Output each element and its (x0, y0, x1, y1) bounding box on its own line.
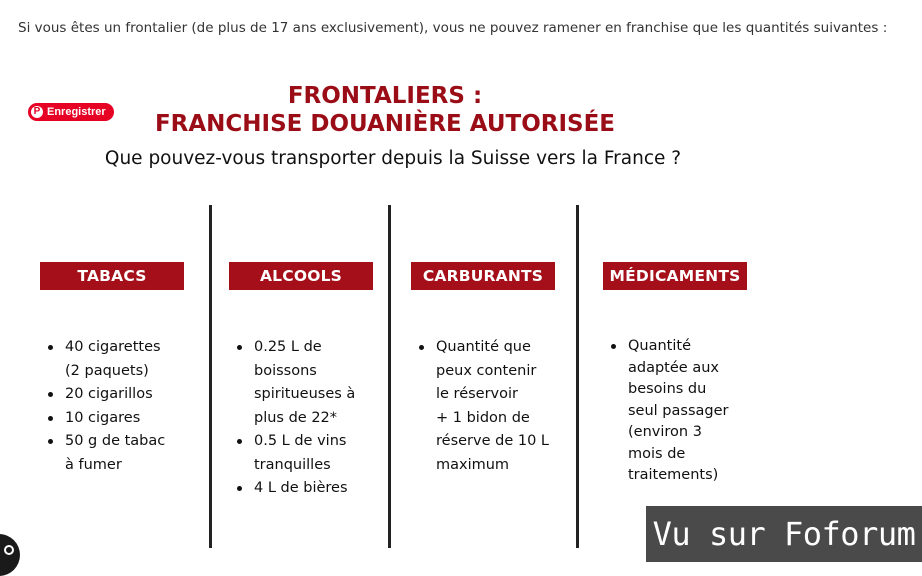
column-divider (209, 205, 212, 548)
list-item: 4 L de bières (236, 477, 355, 501)
title-line-2: FRANCHISE DOUANIÈRE AUTORISÉE (154, 111, 616, 137)
intro-paragraph: Si vous êtes un frontalier (de plus de 17 ans exclusivement), vous ne pouvez ramener en franchise que les quantités suivantes : (18, 20, 888, 36)
infographic-title (0, 82, 770, 138)
list-medicaments (610, 336, 728, 487)
list-carburants (418, 336, 549, 477)
list-tabacs (47, 336, 165, 477)
list-alcools (236, 336, 355, 501)
list-item: Quantité que peux contenir le réservoir + 1 bidon de réserve de 10 L maximum (418, 336, 549, 477)
list-item: Quantité adaptée aux besoins du seul passager (environ 3 mois de traitements) (610, 336, 728, 487)
category-alcools: ALCOOLS (229, 262, 373, 290)
category-medicaments: MÉDICAMENTS (603, 262, 747, 290)
category-carburants: CARBURANTS (411, 262, 555, 290)
list-item: 10 cigares (47, 407, 165, 431)
save-button-label: Enregistrer (47, 106, 106, 118)
category-tabacs: TABACS (40, 262, 184, 290)
list-item: 50 g de tabac à fumer (47, 430, 165, 477)
list-item: 40 cigarettes (2 paquets) (47, 336, 165, 383)
title-line-1: FRONTALIERS : (287, 83, 483, 109)
list-item: 0.5 L de vins tranquilles (236, 430, 355, 477)
infographic-subtitle: Que pouvez-vous transporter depuis la Suisse vers la France ? (104, 148, 682, 169)
watermark: Vu sur Foforum (646, 506, 922, 562)
list-item: 20 cigarillos (47, 383, 165, 407)
list-item: 0.25 L de boissons spiritueuses à plus de 22* (236, 336, 355, 430)
floating-action-icon[interactable] (0, 534, 20, 576)
column-divider (388, 205, 391, 548)
pinterest-icon: P (31, 106, 43, 118)
column-divider (576, 205, 579, 548)
